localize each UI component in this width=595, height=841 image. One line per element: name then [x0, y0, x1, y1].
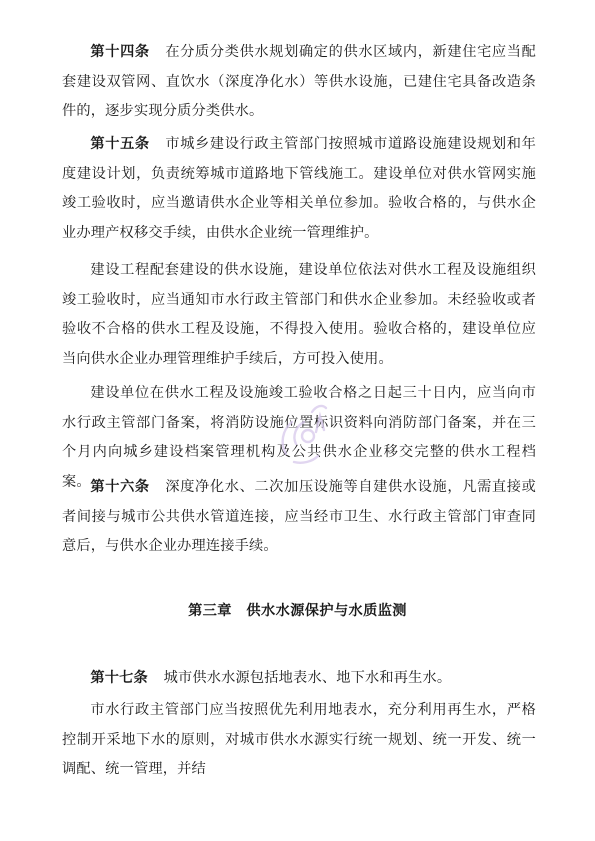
- paragraph-text: 建设工程配套建设的供水设施，建设单位依法对供水工程及设施组织竣工验收时，应当通知市水行政主管部门和供水企业参加。未经验收或者验收不合格的供水工程及设施，不得投入使用。验收合格的，建设单位应当向供水企业办理管理维护手续后，方可投入使用。: [62, 262, 536, 367]
- article-16-paragraph: [62, 473, 536, 562]
- article-text: 深度净化水、二次加压设施等自建供水设施，凡需直接或者间接与城市公共供水管道连接，应当经市卫生、水行政主管部门审查同意后，与供水企业办理连接手续。: [62, 479, 536, 554]
- article-number: 第十四条: [90, 44, 150, 60]
- body-paragraph: [62, 256, 536, 374]
- paragraph-text: 建设单位在供水工程及设施竣工验收合格之日起三十日内，应当向市水行政主管部门备案，将消防设施位置标识资料向消防部门备案，并在三个月内向城乡建设档案管理机构及公共供水企业移交完整的供水工程档案。: [62, 385, 536, 490]
- body-paragraph: [62, 696, 536, 785]
- article-number: 第十六条: [90, 479, 150, 495]
- article-15-paragraph: [62, 130, 536, 248]
- article-text: 在分质分类供水规划确定的供水区域内，新建住宅应当配套建设双管网、直饮水（深度净化水）等供水设施，已建住宅具备改造条件的，逐步实现分质分类供水。: [62, 44, 536, 119]
- article-14-paragraph: [62, 38, 536, 127]
- article-number: 第十七条: [90, 670, 148, 686]
- paragraph-text: 市水行政主管部门应当按照优先利用地表水，充分利用再生水，严格控制开采地下水的原则，对城市供水水源实行统一规划、统一开发、统一调配、统一管理，并结: [62, 702, 536, 777]
- article-text: 市城乡建设行政主管部门按照城市道路设施建设规划和年度建设计划，负责统筹城市道路地下管线施工。建设单位对供水管网实施竣工验收时，应当邀请供水企业等相关单位参加。验收合格的，与供水企业办理产权移交手续，由供水企业统一管理维护。: [62, 136, 536, 241]
- article-number: 第十五条: [90, 136, 150, 152]
- article-text: 城市供水水源包括地表水、地下水和再生水。: [163, 670, 452, 686]
- article-17-paragraph: [62, 664, 536, 694]
- chapter-title: 第三章 供水水源保护与水质监测: [188, 603, 407, 619]
